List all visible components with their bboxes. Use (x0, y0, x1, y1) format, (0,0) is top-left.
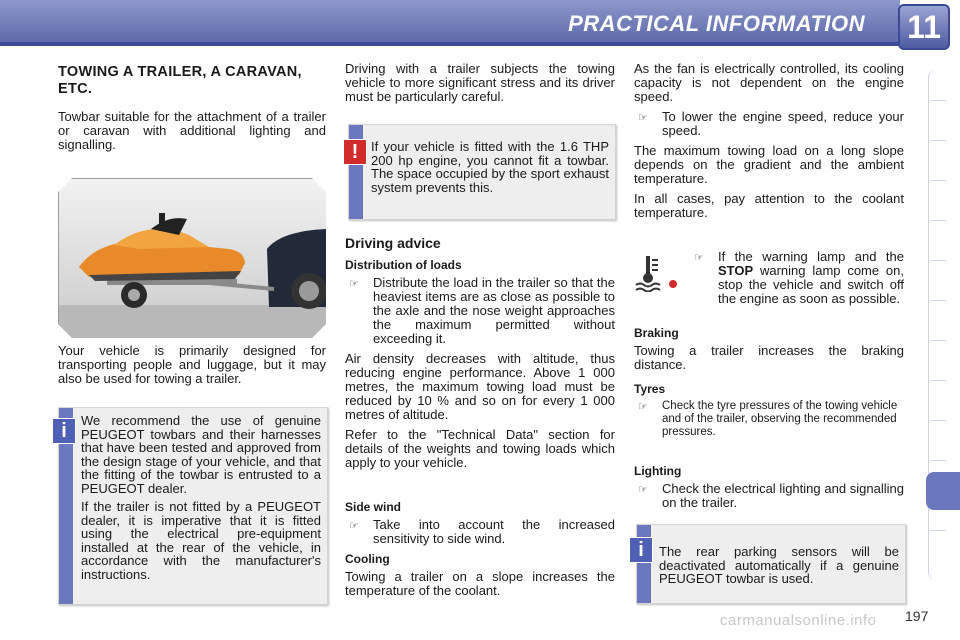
cooling-heading: Cooling (345, 552, 390, 566)
info-note-parking-sensors (636, 524, 906, 604)
tab-divider (930, 300, 946, 301)
tab-divider (930, 380, 946, 381)
tab-divider (930, 180, 946, 181)
info-icon: i (629, 537, 653, 563)
trailer-intro: Driving with a trailer subjects the towing vehicle to more significant stress and its driver must be particularly careful. (345, 61, 615, 104)
towbar-intro: Towbar suitable for the attachment of a trailer or caravan with additional lighting and signalling. (58, 109, 326, 152)
braking-text: Towing a trailer increases the braking distance. (634, 343, 904, 372)
warning-text: If your vehicle is fitted with the 1.6 THP 200 hp engine, you cannot fit a towbar. The space occupied by the sport exhaust system prevents this. (371, 139, 609, 195)
trailer-image (59, 179, 327, 339)
left-column-lower (58, 344, 326, 392)
pointing-hand-icon: ☞ (349, 520, 359, 532)
stop-label: STOP (718, 263, 754, 278)
page-number: 197 (905, 608, 929, 624)
cooling-text: Towing a trailer on a slope increases the temperature of the coolant. (345, 569, 615, 598)
distribution-text: Distribute the load in the trailer so that the heaviest items are as close as possible to the axle and the nose weight approaches the maximum permitted without exceeding it. (373, 275, 615, 346)
page-title: PRACTICAL INFORMATION (568, 11, 865, 36)
side-wind-text: Take into account the increased sensitivity to side wind. (373, 517, 615, 546)
air-density-text: Air density decreases with altitude, thus reducing engine performance. Above 1 000 metres, the maximum towing load must be reduced by 10 % and so on for every 1 000 metres of altitude. (345, 351, 615, 422)
tyres-heading: Tyres (634, 382, 666, 396)
tab-divider (930, 340, 946, 341)
usage-text: Your vehicle is primarily designed for transporting people and luggage, but it may also be used for towing a trailer. (58, 343, 326, 386)
slope-text: The maximum towing load on a long slope depends on the gradient and the ambient temperature. (634, 143, 904, 186)
fan-bullet-text: To lower the engine speed, reduce your speed. (662, 109, 904, 138)
list-item (345, 276, 615, 346)
watermark: carmanualsonline.info (720, 612, 877, 629)
tab-divider (930, 100, 946, 101)
pointing-hand-icon: ☞ (638, 484, 648, 496)
list-item (634, 400, 904, 439)
chapter-number: 11 (907, 9, 941, 45)
chapter-badge (898, 4, 950, 50)
side-wind-heading: Side wind (345, 500, 402, 514)
note-body (659, 545, 899, 591)
tab-divider (930, 220, 946, 221)
note-body (371, 140, 609, 199)
pointing-hand-icon: ☞ (638, 112, 648, 124)
tab-divider (930, 420, 946, 421)
middle-column (345, 236, 615, 476)
coolant-temperature-icon (634, 252, 680, 292)
warning-note-thp (348, 124, 616, 220)
list-item (690, 250, 904, 306)
pointing-hand-icon: ☞ (638, 401, 648, 413)
jetski-trailer-illustration (58, 178, 328, 340)
middle-column-lower (345, 500, 615, 604)
note-body (81, 414, 321, 586)
coolant-text: In all cases, pay attention to the coolant temperature. (634, 191, 904, 220)
right-column-top (634, 62, 904, 226)
info-icon: i (52, 418, 76, 444)
braking-heading: Braking (634, 326, 679, 340)
note-paragraph: If the trailer is not fitted by a PEUGEOT dealer, it is imperative that it is fitted using the electrical pre-equipment installed at the rear of the vehicle, in accordance with the manufacturer's instructions. (81, 499, 321, 582)
page-header (0, 0, 960, 50)
active-chapter-tab[interactable] (926, 472, 960, 510)
tab-divider (930, 140, 946, 141)
parking-sensor-text: The rear parking sensors will be deactivated automatically if a genuine PEUGEOT towbar is used. (659, 544, 899, 586)
warning-lamp-block (690, 250, 904, 312)
list-item (634, 110, 904, 138)
right-column (634, 326, 904, 445)
lamp-text-start: If the warning lamp and the (718, 249, 904, 264)
distribution-heading: Distribution of loads (345, 258, 462, 272)
note-paragraph: We recommend the use of genuine PEUGEOT towbars and their harnesses that have been tested and approved from the design stage of your vehicle, and that the fitting of the towbar is entrusted to a PEUGEOT dealer. (81, 413, 321, 496)
tyres-text: Check the tyre pressures of the towing vehicle and of the trailer, observing the recommended pressures. (662, 400, 898, 438)
right-column-lighting (634, 464, 904, 516)
info-note-towbar (58, 407, 328, 605)
lighting-text: Check the electrical lighting and signalling on the trailer. (662, 481, 904, 510)
driving-advice-heading: Driving advice (345, 235, 441, 251)
pointing-hand-icon: ☞ (694, 252, 704, 264)
tab-divider (930, 260, 946, 261)
tab-divider (930, 460, 946, 461)
lighting-heading: Lighting (634, 464, 682, 478)
left-column (58, 64, 326, 158)
middle-column-top (345, 62, 615, 110)
fan-text: As the fan is electrically controlled, its cooling capacity is not dependent on the engine speed. (634, 61, 904, 104)
list-item (345, 518, 615, 546)
tab-divider (930, 530, 946, 531)
warning-icon: ! (343, 139, 367, 165)
technical-data-text: Refer to the "Technical Data" section for details of the weights and towing loads which apply to your vehicle. (345, 427, 615, 470)
lamp-text-end: warning lamp come on, stop the vehicle and switch off the engine as soon as possible. (718, 263, 904, 306)
list-item (634, 482, 904, 510)
section-heading: TOWING A TRAILER, A CARAVAN, ETC. (58, 64, 302, 97)
pointing-hand-icon: ☞ (349, 278, 359, 290)
warning-lamp-text (718, 250, 904, 306)
